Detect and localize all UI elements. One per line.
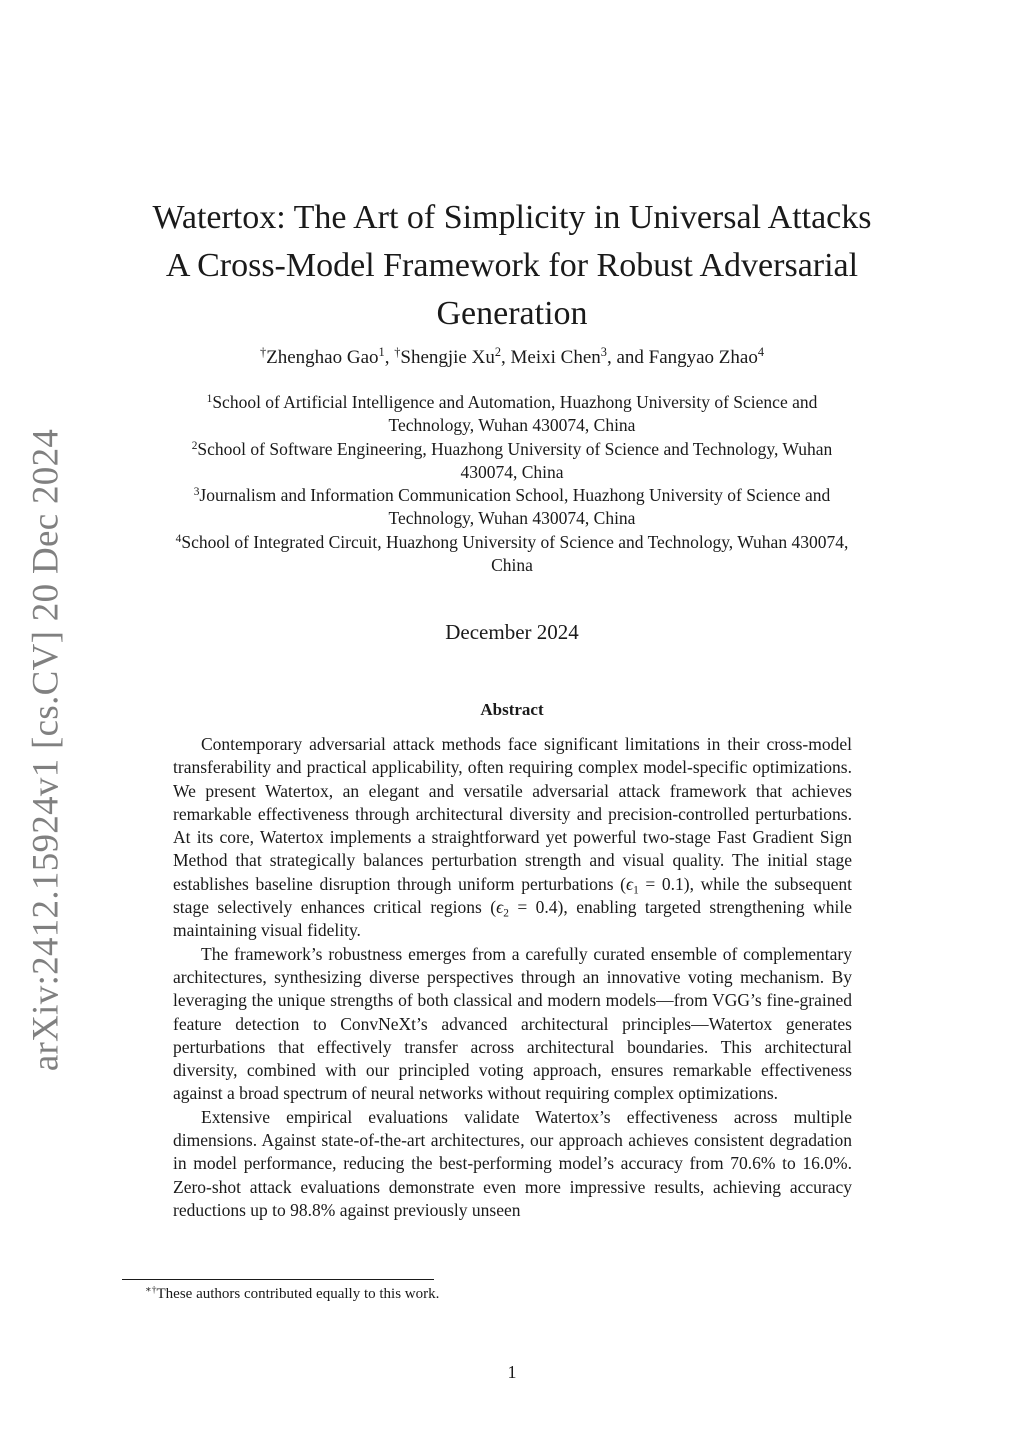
- abstract-text: = 0.1), while the subsequent stage selectively enhances critical regions (: [173, 873, 852, 918]
- page-number: 1: [507, 1362, 517, 1382]
- abstract-heading: Abstract: [480, 700, 544, 719]
- epsilon-subscript: 2: [503, 907, 509, 920]
- author-separator: ,: [501, 347, 511, 368]
- title-line-3: Generation: [436, 295, 588, 332]
- author-affiliation-number: 2: [494, 345, 502, 360]
- abstract-text: Contemporary adversarial attack methods face significant limitations in their cross-model transferability and practical applicability, often requiring complex model-specific optimizations. We present Watertox, an elegant and versatile adversarial attack framework that achieves remarkable effectiveness through architectural diversity and precision-controlled perturbations. At its core, Watertox implements a straightforward yet powerful two-stage Fast Gradient Sign Method that strategically balances perturbation strength and visual quality. The initial stage establishes baseline disruption through uniform perturbations (: [173, 734, 852, 894]
- footnote-divider: [122, 1279, 434, 1280]
- author: [260, 347, 394, 368]
- paper-title: [110, 194, 914, 338]
- author-separator: , and: [606, 347, 649, 368]
- affiliation-1-continued: Technology, Wuhan 430074, China: [388, 415, 636, 436]
- author-name: Zhenghao Gao: [266, 347, 379, 368]
- author-name: Shengjie Xu: [400, 347, 495, 368]
- abstract-paragraph-2: The framework’s robustness emerges from a carefully curated ensemble of complementary architectures, synthesizing diverse perspectives through an innovative voting mechanism. By leveraging the unique strengths of both classical and modern models—from VGG’s fine-grained feature detection to ConvNeXt’s advanced architectural principles—Watertox generates perturbations that effectively transfer across architectural boundaries. This architectural diversity, combined with our principled voting approach, ensures remarkable effectiveness against a broad spectrum of neural networks without requiring complex optimizations.: [173, 943, 852, 1104]
- author-list: [110, 344, 914, 372]
- affiliation-number: 4: [175, 532, 182, 545]
- footnote-text: These authors contributed equally to this work.: [156, 1286, 440, 1302]
- author-separator: ,: [384, 347, 395, 368]
- affiliation-3-continued: Technology, Wuhan 430074, China: [388, 508, 636, 529]
- affiliation-4: [110, 531, 914, 554]
- epsilon-subscript: 1: [633, 884, 639, 897]
- author: [649, 347, 764, 368]
- footnote-marker: ∗†: [145, 1284, 157, 1296]
- affiliation-number: 3: [193, 485, 200, 498]
- epsilon-symbol: ϵ: [496, 897, 504, 918]
- author-affiliation-number: 3: [600, 345, 607, 360]
- author-affiliation-number: 1: [378, 345, 385, 360]
- author-marker: †: [259, 345, 267, 360]
- author-name: Fangyao Zhao: [648, 347, 758, 368]
- affiliation-1: [110, 391, 914, 414]
- author: [394, 347, 510, 368]
- affiliation-text: Journalism and Information Communication School, Huazhong University of Science and: [199, 485, 831, 506]
- abstract-paragraph-3: Extensive empirical evaluations validate Watertox’s effectiveness across multiple dimensions. Against state-of-the-art architectures, our approach achieves consistent degradation in model performance, reducing the best-performing model’s accuracy from 70.6% to 16.0%. Zero-shot attack evaluations demonstrate even more impressive results, achieving accuracy reductions up to 98.8% against previously unseen: [173, 1106, 852, 1220]
- abstract-paragraph-1: [173, 733, 852, 943]
- affiliation-text: School of Software Engineering, Huazhong University of Science and Technology, Wuhan: [197, 438, 833, 459]
- affiliation-2: [110, 438, 914, 461]
- affiliation-number: 1: [206, 392, 213, 405]
- affiliation-2-continued: 430074, China: [460, 461, 564, 482]
- arxiv-identifier-stamp: arXiv:2412.15924v1 [cs.CV] 20 Dec 2024: [25, 428, 67, 1072]
- affiliation-number: 2: [191, 439, 198, 452]
- abstract-body: [173, 733, 852, 1222]
- author-marker: †: [394, 345, 401, 360]
- affiliation-text: School of Artificial Intelligence and Automation, Huazhong University of Science and: [212, 392, 818, 412]
- author-affiliation-number: 4: [757, 345, 765, 360]
- title-line-1: Watertox: The Art of Simplicity in Universal Attacks: [152, 199, 872, 236]
- author-name: Meixi Chen: [510, 347, 601, 368]
- abstract-text: = 0.4), enabling targeted strengthening while maintaining visual fidelity.: [173, 897, 852, 941]
- footnote: [145, 1284, 439, 1304]
- author: [511, 347, 649, 368]
- affiliation-text: School of Integrated Circuit, Huazhong University of Science and Technology, Wuhan 430074,: [181, 531, 849, 552]
- epsilon-symbol: ϵ: [626, 873, 634, 894]
- affiliation-3: [110, 484, 914, 507]
- affiliations: [110, 391, 914, 577]
- affiliation-4-continued: China: [491, 555, 533, 576]
- title-line-2: A Cross-Model Framework for Robust Adversarial: [165, 247, 859, 284]
- publication-date: December 2024: [445, 620, 579, 644]
